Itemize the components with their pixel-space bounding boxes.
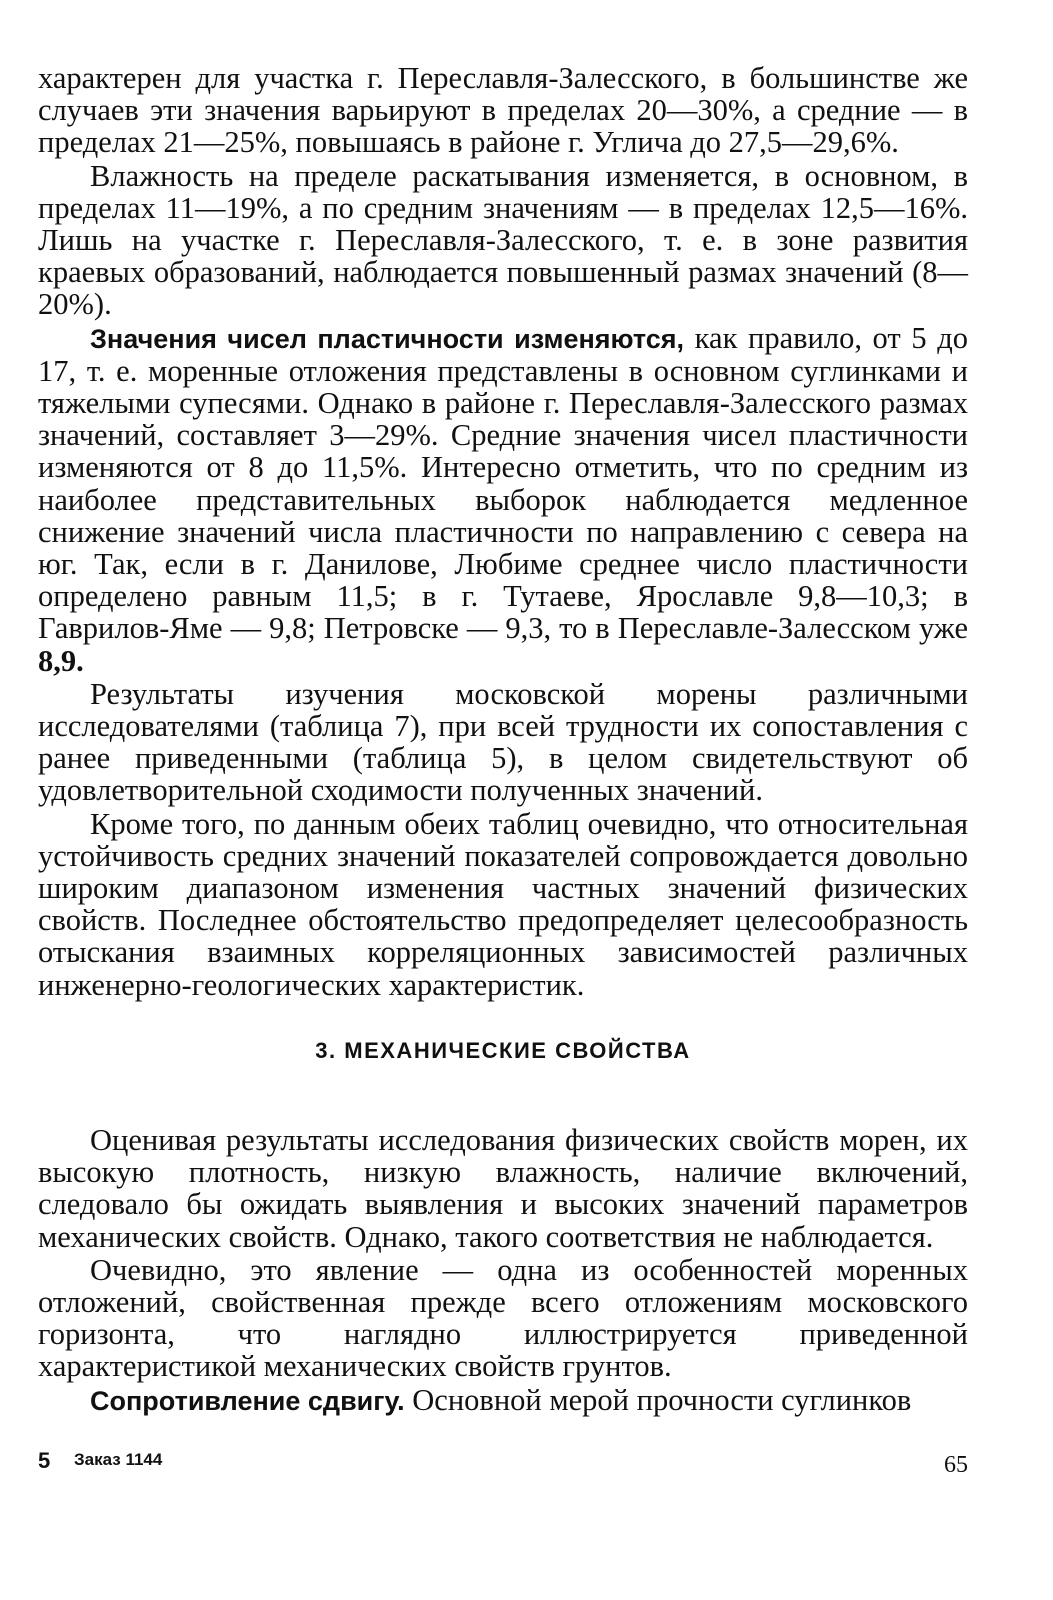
printing-order: Заказ 1144 xyxy=(74,1450,163,1469)
plasticity-final-value: 8,9. xyxy=(38,643,84,678)
paragraph-phenomenon: Очевидно, это явление — одна из особенностей моренных отложений, свойственная прежде всего отложениям московского горизонта, что наглядно иллюстрируется приведенной характеристикой механических свойств грунтов. xyxy=(38,1252,968,1384)
paragraph-continuation: характерен для участка г. Переславля-Залесского, в большинстве же случаев эти значения варьируют в пределах 20—30%, а средние — в пределах 21—25%, повышаясь в районе г. Углича до 27,5—29,6%. xyxy=(38,61,968,160)
section-container xyxy=(38,0,968,1600)
plasticity-runin-heading: Значения чисел пластичности изменяются, xyxy=(90,323,685,354)
shear-runin-heading: Сопротивление сдвигу. xyxy=(90,1385,405,1416)
page-number: 65 xyxy=(944,1452,968,1478)
paragraph-stability: Кроме того, по данным обеих таблиц очевидно, что относительная устойчивость средних значений показателей сопровождается довольно широким диапазоном изменения частных значений физических свойств. Последнее обстоятельство предопределяет целесообразность отыскания взаимных корреляционных зависимостей различных инженерно-геологических характеристик. xyxy=(38,806,968,1002)
paragraph-results: Результаты изучения московской морены различными исследователями (таблица 7), при всей трудности их сопоставления с ранее приведенными (таблица 5), в целом свидетельствуют об удовлетворительной сходимости полученных значений. xyxy=(38,676,968,808)
paragraph-evaluation: Оценивая результаты исследования физических свойств морен, их высокую плотность, низкую влажность, наличие включений, следовало бы ожидать выявления и высоких значений параметров механических свойств. Однако, такого соответствия не наблюдается. xyxy=(38,1123,968,1254)
section-body xyxy=(38,1124,968,1417)
section-heading: 3. МЕХАНИЧЕСКИЕ СВОЙСТВА xyxy=(315,1038,691,1063)
page-footer xyxy=(38,1448,968,1488)
plasticity-text: как правило, от 5 до 17, т. е. моренные отложения представлены в основном суглинками и тяжелыми супесями. Однако в районе г. Переславля-Залесского размах значений, составляет 3—29%. Средние значения чисел пластичности изменяются от 8 до 11,5%. Интересно отметить, что по средним из наиболее представительных выборок наблюдается медленное снижение значений числа пластичности по направлению с севера на юг. Так, если в г. Данилове, Любиме среднее число пластичности определено равным 11,5; в г. Тутаеве, Ярославле 9,8—10,3; в Гаврилов-Яме — 9,8; Петровске — 9,3, то в Переславле-Залесском уже xyxy=(38,320,968,646)
shear-text: Основной мерой прочности суглинков xyxy=(404,1382,912,1417)
paragraph-shear xyxy=(38,1384,968,1417)
signature-number: 5 xyxy=(38,1448,51,1473)
paragraph-moisture: Влажность на пределе раскатывания изменяется, в основном, в пределах 11—19%, а по средним значениям — в пределах 12,5—16%. Лишь на участке г. Переславля-Залесского, т. е. в зоне развития краевых образований, наблюдается повышенный размах значений (8—20%). xyxy=(38,158,968,322)
